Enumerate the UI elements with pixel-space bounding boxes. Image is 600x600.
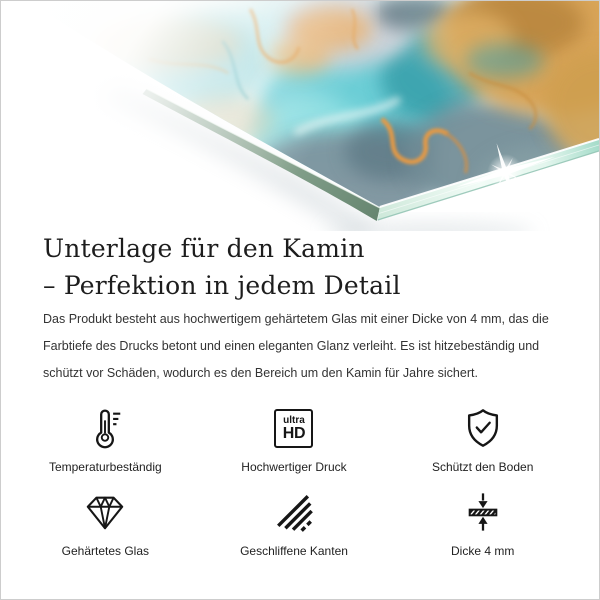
polished-edges-icon (273, 489, 315, 535)
ultra-hd-icon (274, 405, 313, 451)
ultra-hd-icon-text-bottom: HD (282, 424, 306, 442)
feature-label: Geschliffene Kanten (240, 544, 348, 558)
shield-check-icon (462, 405, 504, 451)
features-grid (11, 405, 577, 559)
feature-label: Dicke 4 mm (450, 544, 515, 558)
glass-panel-image (1, 1, 599, 231)
title-line-1: Unterlage für den Kamin (43, 234, 365, 263)
feature-label: Temperaturbeständig (48, 460, 162, 474)
thermometer-icon (84, 405, 126, 451)
product-description: Das Produkt besteht aus hochwertigem gehärtetem Glas mit einer Dicke von 4 mm, das die Farbtiefe des Drucks betont und einen eleganten Glanz verleiht. Es ist hitzebeständig und schützt vor Schäden, wodurch es den Bereich um den Kamin für Jahre sichert. (43, 312, 549, 380)
thickness-icon (462, 489, 504, 535)
feature-label: Hochwertiger Druck (241, 460, 347, 474)
feature-tempered-glass (11, 489, 200, 559)
feature-thickness (388, 489, 577, 559)
product-photo (1, 1, 599, 231)
feature-print-quality (200, 405, 389, 475)
feature-polished-edges (200, 489, 389, 559)
title-line-2: – Perfektion in jedem Detail (43, 271, 401, 300)
fade-overlay (1, 1, 380, 231)
feature-floor-protection (388, 405, 577, 475)
feature-label: Schützt den Boden (431, 460, 534, 474)
feature-temperature (11, 405, 200, 475)
ultra-hd-icon-text-top: ultra (283, 414, 305, 426)
section-title (43, 230, 401, 304)
feature-label: Gehärtetes Glas (61, 544, 150, 558)
diamond-icon (84, 489, 126, 535)
